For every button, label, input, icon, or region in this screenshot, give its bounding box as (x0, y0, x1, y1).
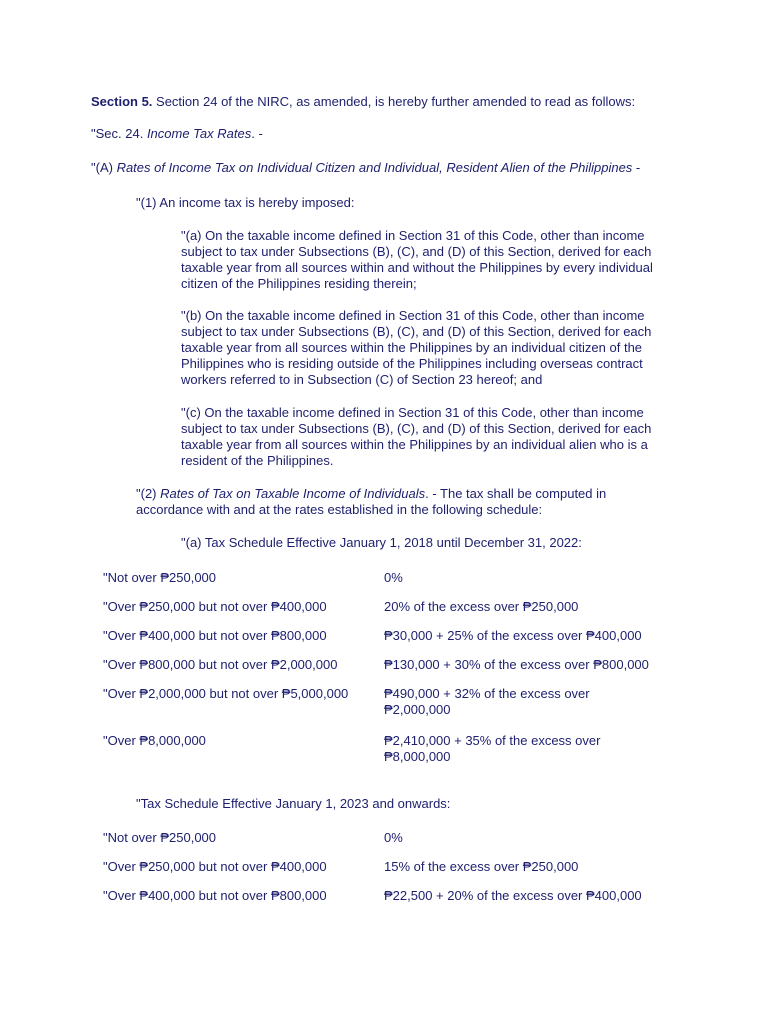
rate-cell: ₱22,500 + 20% of the excess over ₱400,000 (384, 888, 642, 903)
sec24-prefix: "Sec. 24. (91, 126, 147, 141)
sec24-heading (91, 126, 731, 142)
rate-cell: ₱490,000 + 32% of the excess over ₱2,000,000 (384, 686, 590, 717)
rate-cell: ₱2,410,000 + 35% of the excess over ₱8,000,000 (384, 733, 601, 764)
bracket-cell: "Over ₱400,000 but not over ₱800,000 (103, 628, 327, 643)
part-a-title: Rates of Income Tax on Individual Citizen and Individual, Resident Alien of the Philippines (116, 160, 633, 175)
part-a-heading (91, 160, 731, 176)
rate-cell: 0% (384, 570, 403, 585)
paragraph-2-suffix: . - The tax shall be computed in accordance with and at the rates established in the following schedule: (136, 486, 607, 517)
section-label: Section 5. (91, 94, 153, 109)
rate-cell: ₱30,000 + 25% of the excess over ₱400,000 (384, 628, 642, 643)
bracket-cell: "Not over ₱250,000 (103, 570, 217, 585)
paragraph-1b: "(b) On the taxable income defined in Section 31 of this Code, other than income subject to tax under Subsections (B), (C), and (D) of this Section, derived for each taxable year from all sources within the Philippines by an individual citizen of the Philippines who is residing outside of the Philippines including overseas contract workers referred to in Subsection (C) of Section 23 hereof; and (181, 308, 652, 387)
sec24-title: Income Tax Rates (146, 126, 252, 141)
bracket-cell: "Over ₱250,000 but not over ₱400,000 (103, 859, 327, 874)
section-intro-text: Section 24 of the NIRC, as amended, is hereby further amended to read as follows: (152, 94, 636, 109)
rate-cell: 0% (384, 830, 403, 845)
paragraph-2 (136, 486, 656, 518)
bracket-cell: "Not over ₱250,000 (103, 830, 217, 845)
part-a-suffix: - (632, 160, 641, 175)
paragraph-1a: "(a) On the taxable income defined in Section 31 of this Code, other than income subject to tax under Subsections (B), (C), and (D) of this Section, derived for each taxable year from all sources within and without the Philippines by every individual citizen of the Philippines residing therein; (181, 228, 653, 291)
schedule-a-title: "(a) Tax Schedule Effective January 1, 2018 until December 31, 2022: (181, 535, 582, 550)
bracket-cell: "Over ₱8,000,000 (103, 733, 206, 748)
paragraph-2-prefix: "(2) (136, 486, 161, 501)
sec24-suffix: . - (251, 126, 263, 141)
bracket-cell: "Over ₱400,000 but not over ₱800,000 (103, 888, 327, 903)
rate-cell: ₱130,000 + 30% of the excess over ₱800,000 (384, 657, 649, 672)
bracket-cell: "Over ₱800,000 but not over ₱2,000,000 (103, 657, 338, 672)
bracket-cell: "Over ₱2,000,000 but not over ₱5,000,000 (103, 686, 349, 701)
bracket-cell: "Over ₱250,000 but not over ₱400,000 (103, 599, 327, 614)
schedule-b-title: "Tax Schedule Effective January 1, 2023 and onwards: (136, 796, 451, 811)
part-a-prefix: "(A) (91, 160, 117, 175)
paragraph-2-title: Rates of Tax on Taxable Income of Individuals (160, 486, 426, 501)
paragraph-1: "(1) An income tax is hereby imposed: (136, 195, 355, 210)
rate-cell: 20% of the excess over ₱250,000 (384, 599, 579, 614)
paragraph-1c: "(c) On the taxable income defined in Section 31 of this Code, other than income subject to tax under Subsections (B), (C), and (D) of this Section, derived for each taxable year from all sources within the Philippines by an individual alien who is a resident of the Philippines. (181, 405, 652, 468)
rate-cell: 15% of the excess over ₱250,000 (384, 859, 579, 874)
section-heading (91, 94, 731, 110)
